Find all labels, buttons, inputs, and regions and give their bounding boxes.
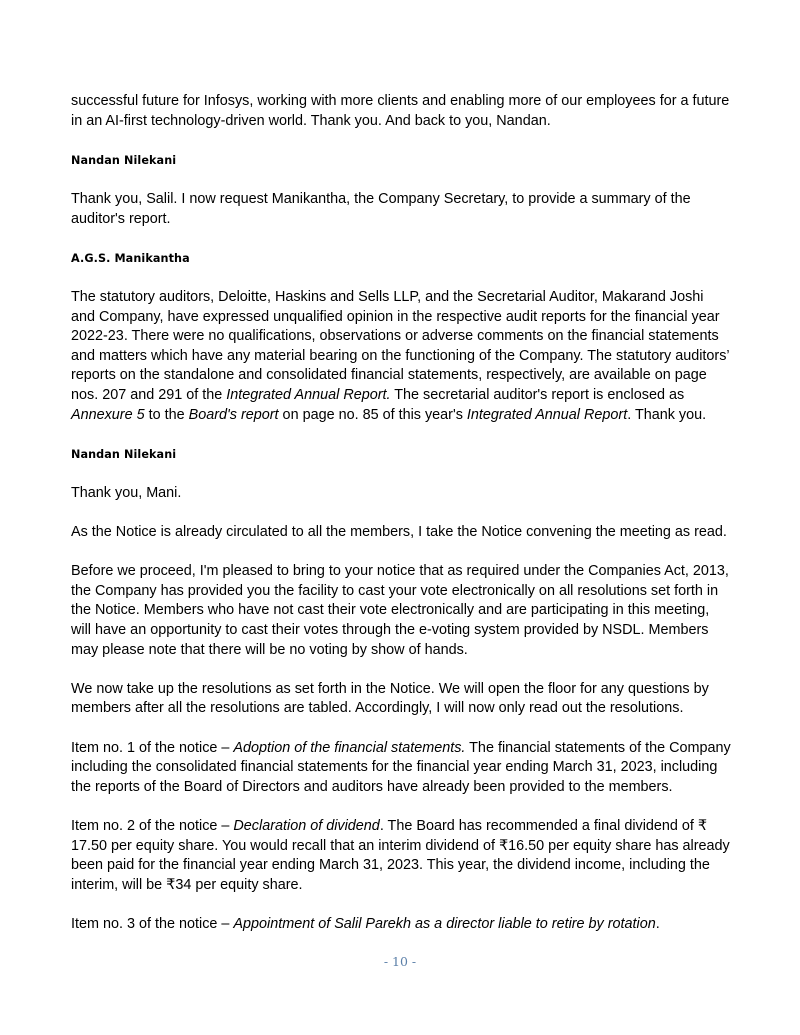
page-number: - 10 - [383, 954, 417, 969]
text-run: on page no. 85 of this year's [278, 406, 467, 423]
paragraph [71, 739, 731, 798]
italic-text: Appointment of Salil Parekh as a director liable to retire by rotation [233, 915, 656, 932]
text-run: Thank you, Mani. [71, 484, 182, 501]
text-run: . The Board has recommended a final dividend of ₹ 17.50 per equity share. You would recall that an interim dividend of ₹16.50 per equity share has already been paid for the financial year ending March 31, 2023. This year, the dividend income, including the interim, will be ₹34 per equity share. [71, 817, 730, 893]
speaker-name: Nandan Nilekani [71, 447, 177, 461]
paragraph [71, 915, 731, 935]
speaker-name: A.G.S. Manikantha [71, 251, 190, 265]
paragraph [71, 92, 731, 131]
italic-text: Integrated Annual Report. [226, 386, 391, 403]
text-run: to the [144, 406, 189, 423]
paragraph [71, 562, 731, 660]
paragraph [71, 190, 731, 229]
text-run: As the Notice is already circulated to all the members, I take the Notice convening the meeting as read. [71, 524, 727, 541]
text-run: We now take up the resolutions as set forth in the Notice. We will open the floor for any questions by members after all the resolutions are tabled. Accordingly, I will now only read out the resolutions. [71, 680, 709, 717]
paragraph [71, 817, 731, 895]
text-run: The statutory auditors, Deloitte, Haskins and Sells LLP, and the Secretarial Auditor, Makarand Joshi and Company, have expressed unqualified opinion in the respective audit reports for the financial year 2022-23. There were no qualifications, observations or adverse comments on the financial statements and matters which have any material bearing on the functioning of the Company. The statutory auditors’ reports on the standalone and consolidated financial statements, respectively, are available on page nos. 207 and 291 of the [71, 288, 730, 403]
text-run: The secretarial auditor's report is enclosed as [390, 386, 685, 403]
text-run: The financial statements of the Company including the consolidated financial statements for the financial year ending March 31, 2023, including the reports of the Board of Directors and auditors have already been provided to the members. [71, 739, 731, 795]
italic-text: Board's report [188, 406, 279, 423]
text-run: Item no. 2 of the notice – [71, 817, 234, 834]
text-run: . Thank you. [627, 406, 707, 423]
paragraph [71, 484, 731, 504]
italic-text: Adoption of the financial statements. [233, 739, 466, 756]
paragraph [71, 680, 731, 719]
paragraph [71, 523, 731, 543]
text-run: Thank you, Salil. I now request Manikantha, the Company Secretary, to provide a summary of the auditor's report. [71, 190, 691, 227]
paragraph [71, 288, 731, 425]
italic-text: Annexure 5 [71, 406, 145, 423]
text-run: Item no. 3 of the notice – [71, 915, 234, 932]
italic-text: Integrated Annual Report [466, 406, 628, 423]
text-run: Item no. 1 of the notice – [71, 739, 234, 756]
speaker-name: Nandan Nilekani [71, 153, 177, 167]
text-run: Before we proceed, I'm pleased to bring to your notice that as required under the Companies Act, 2013, the Company has provided you the facility to cast your vote electronically on all resolutions set forth in the Notice. Members who have not cast their vote electronically and are participating in this meeting, will have an opportunity to cast their votes through the e-voting system provided by NSDL. Members may please note that there will be no voting by show of hands. [71, 563, 729, 658]
transcript-body [71, 92, 731, 954]
text-run: . [655, 915, 660, 932]
text-run: successful future for Infosys, working with more clients and enabling more of our employees for a future in an AI-first technology-driven world. Thank you. And back to you, Nandan. [71, 93, 730, 129]
italic-text: Declaration of dividend [233, 817, 380, 834]
